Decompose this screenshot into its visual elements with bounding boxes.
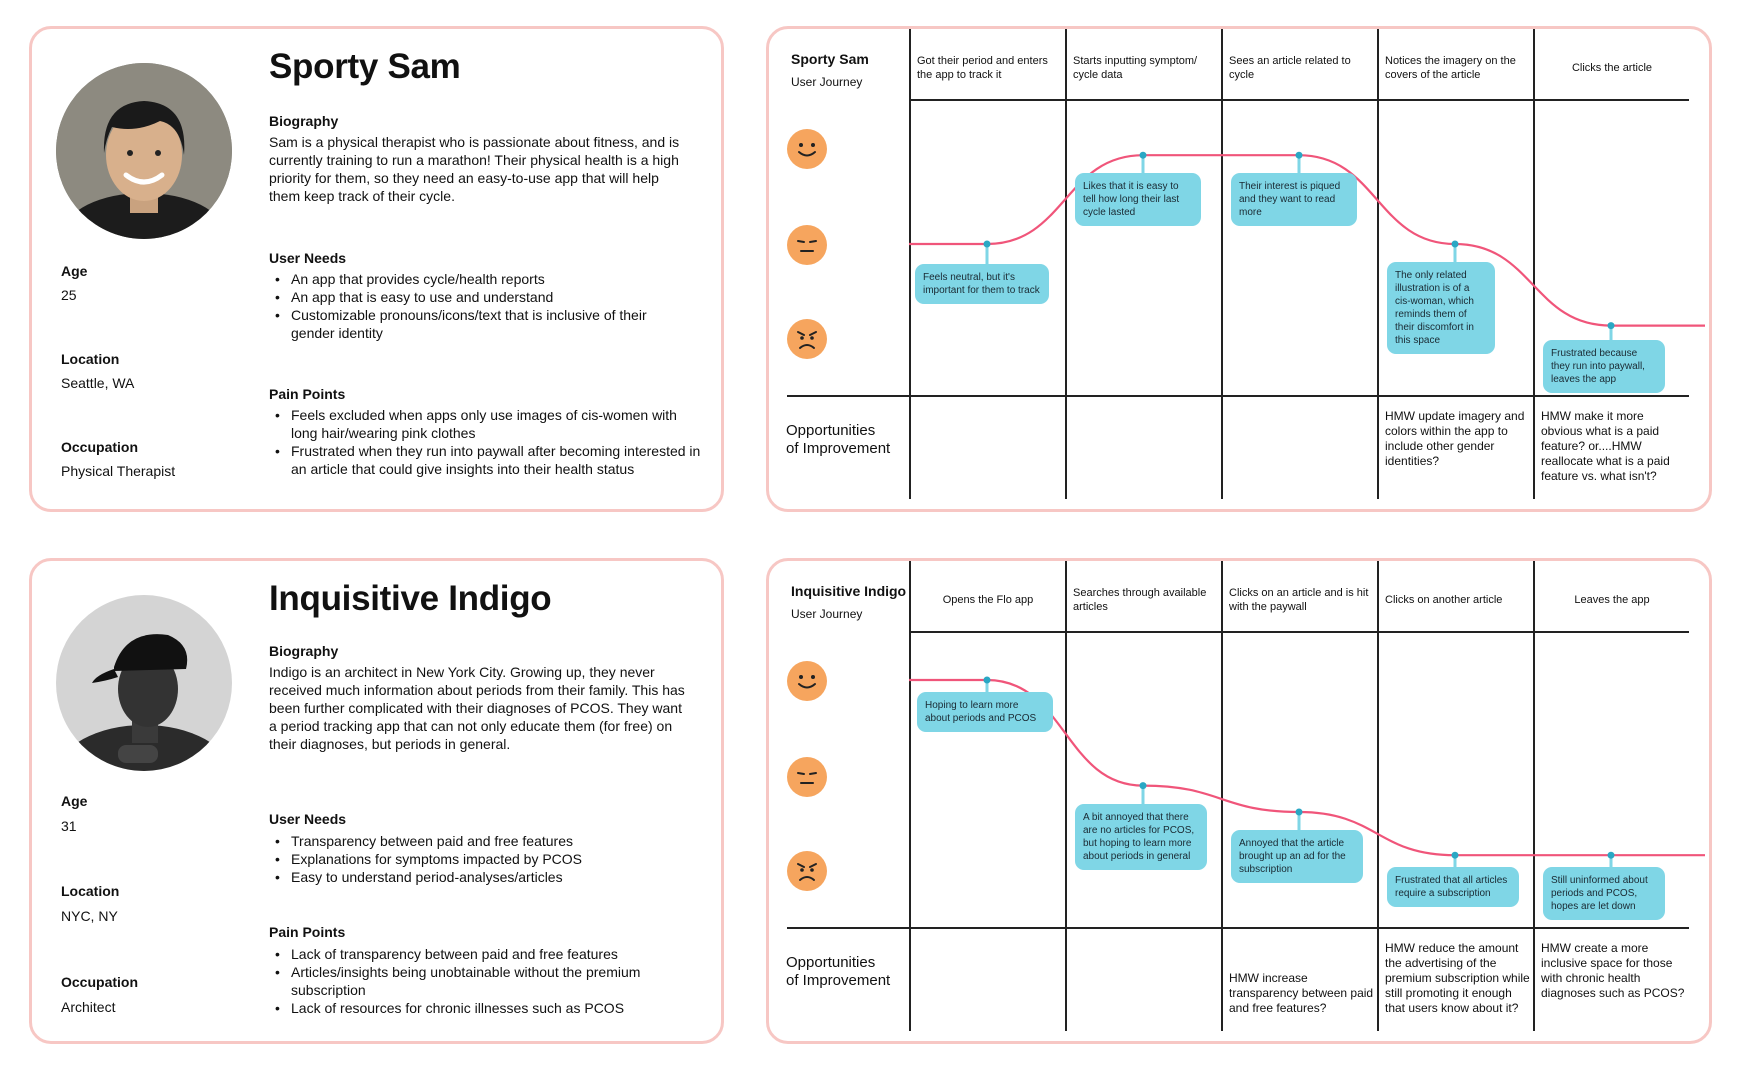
chart-divider	[787, 927, 1689, 929]
journey-title: Inquisitive Indigo	[791, 583, 907, 599]
journey-subtitle: User Journey	[791, 75, 863, 89]
list-item: • An app that is easy to use and understand	[269, 288, 699, 306]
emotion-point	[1452, 852, 1459, 859]
journey-bubble: Feels neutral, but it's important for them to track	[915, 264, 1049, 304]
biography-line: their diagnoses, but periods in general.	[269, 736, 511, 752]
age-value: 25	[61, 287, 77, 303]
pain-points-heading: Pain Points	[269, 924, 346, 940]
location-label: Location	[61, 883, 120, 899]
stage-label: Got their period and enters the app to track it	[917, 55, 1048, 81]
location-value: Seattle, WA	[61, 375, 135, 391]
biography-text	[269, 663, 709, 753]
journey-bubble: Their interest is piqued and they want to read more	[1231, 173, 1357, 226]
journey-bubble: The only related illustration is of a cis-woman, which reminds them of their discomfort in this space	[1387, 262, 1495, 354]
biography-heading: Biography	[269, 113, 339, 129]
emotion-point	[1296, 809, 1303, 816]
face-angry-icon	[787, 851, 827, 891]
journey-subtitle: User Journey	[791, 607, 863, 621]
list-item: • An app that provides cycle/health reports	[269, 270, 699, 288]
stage-label: Starts inputting symptom/ cycle data	[1073, 55, 1198, 81]
location-value: NYC, NY	[61, 908, 118, 924]
emotion-point	[1140, 152, 1147, 159]
header-divider	[909, 631, 1689, 633]
biography-line: currently training to run a marathon! Their physical health is a high	[269, 152, 679, 168]
face-happy-icon	[787, 661, 827, 701]
occupation-label: Occupation	[61, 974, 139, 990]
stage-label: Searches through available articles	[1073, 587, 1207, 613]
age-value: 31	[61, 818, 77, 834]
opportunities-label: of Improvement	[786, 440, 891, 457]
location-label: Location	[61, 351, 120, 367]
pain-points-list	[269, 945, 689, 1017]
biography-line: a period tracking app that can not only educate them (for free) on	[269, 718, 673, 734]
face-neutral-icon	[787, 757, 827, 797]
persona-name: Sporty Sam	[269, 47, 461, 86]
stage-label: Leaves the app	[1574, 594, 1650, 606]
emotion-point	[1608, 322, 1615, 329]
user-needs-list	[269, 270, 699, 342]
biography-line: received much information about periods from their family. This has	[269, 682, 685, 698]
persona-card-indigo	[29, 558, 724, 1044]
face-angry-icon	[787, 319, 827, 359]
user-needs-list	[269, 832, 699, 886]
avatar	[56, 595, 232, 771]
journey-card-indigo	[766, 558, 1712, 1044]
stage-label: Sees an article related to cycle	[1229, 55, 1351, 81]
biography-line: them keep track of their cycle.	[269, 188, 455, 204]
stage-label: Notices the imagery on the covers of the article	[1385, 55, 1516, 81]
age-label: Age	[61, 793, 88, 809]
biography-line: been further complicated with their diagnoses of PCOS. They want	[269, 700, 682, 716]
header-divider	[909, 99, 1689, 101]
stage-label: Opens the Flo app	[942, 594, 1034, 606]
chart-divider	[787, 395, 1689, 397]
emotion-point	[1140, 782, 1147, 789]
opportunity-text: HMW create a more inclusive space for those with chronic health diagnoses such as PCOS?	[1541, 941, 1685, 1000]
emotion-point	[1608, 852, 1615, 859]
stage-label: Clicks on an article and is hit with the paywall	[1229, 587, 1369, 613]
opportunity-text: HMW increase transparency between paid and free features?	[1229, 971, 1374, 1015]
avatar	[56, 63, 232, 239]
biography-line: Indigo is an architect in New York City. Growing up, they never	[269, 664, 655, 680]
biography-line: priority for them, so they need an easy-to-use app that will help	[269, 170, 659, 186]
face-happy-icon	[787, 129, 827, 169]
opportunity-text: HMW make it more obvious what is a paid feature? or....HMW reallocate what is a paid feature vs. what isn't?	[1541, 409, 1670, 483]
stage-label: Clicks on another article	[1385, 594, 1503, 606]
list-item: • Articles/insights being unobtainable without the premium subscription	[269, 963, 674, 999]
journey-bubble: A bit annoyed that there are no articles for PCOS, but hoping to learn more about periods in general	[1075, 804, 1207, 870]
pain-points-list	[269, 406, 714, 478]
list-item: • Frustrated when they run into paywall after becoming interested in an article that could give insights into their health status	[269, 442, 709, 478]
user-needs-heading: User Needs	[269, 250, 347, 266]
biography-line: Sam is a physical therapist who is passionate about fitness, and is	[269, 134, 680, 150]
emotion-point	[984, 677, 991, 684]
occupation-value: Architect	[61, 999, 116, 1015]
user-needs-heading: User Needs	[269, 811, 347, 827]
emotion-point	[984, 241, 991, 248]
journey-bubble: Frustrated that all articles require a subscription	[1387, 867, 1519, 907]
list-item: • Explanations for symptoms impacted by PCOS	[269, 850, 699, 868]
opportunity-text: HMW reduce the amount the advertising of the premium subscription while still promoting it enough that users know about it?	[1385, 941, 1530, 1015]
journey-title: Sporty Sam	[791, 51, 869, 67]
pain-points-heading: Pain Points	[269, 386, 346, 402]
opportunities-label: Opportunities	[786, 954, 876, 971]
journey-bubble: Annoyed that the article brought up an ad for the subscription	[1231, 830, 1363, 883]
list-item: • Lack of resources for chronic illnesses such as PCOS	[269, 999, 689, 1017]
list-item: • Transparency between paid and free features	[269, 832, 699, 850]
face-neutral-icon	[787, 225, 827, 265]
journey-bubble: Hoping to learn more about periods and PCOS	[917, 692, 1053, 732]
age-label: Age	[61, 263, 88, 279]
list-item: • Lack of transparency between paid and free features	[269, 945, 689, 963]
list-item: • Feels excluded when apps only use images of cis-women with long hair/wearing pink clothes	[269, 406, 689, 442]
emotion-point	[1452, 241, 1459, 248]
biography-heading: Biography	[269, 643, 339, 659]
occupation-value: Physical Therapist	[61, 463, 176, 479]
avatar-photo	[56, 595, 232, 771]
emotion-point	[1296, 152, 1303, 159]
list-item: • Easy to understand period-analyses/articles	[269, 868, 699, 886]
stage-label: Clicks the article	[1571, 62, 1653, 74]
opportunities-label: Opportunities	[786, 422, 876, 439]
opportunities-label: of Improvement	[786, 972, 891, 989]
journey-bubble: Likes that it is easy to tell how long their last cycle lasted	[1075, 173, 1201, 226]
avatar-photo	[56, 63, 232, 239]
journey-bubble: Frustrated because they run into paywall, leaves the app	[1543, 340, 1665, 393]
persona-card-sam	[29, 26, 724, 512]
list-item: • Customizable pronouns/icons/text that is inclusive of their gender identity	[269, 306, 679, 342]
journey-card-sam	[766, 26, 1712, 512]
occupation-label: Occupation	[61, 439, 139, 455]
biography-text	[269, 133, 709, 205]
opportunity-text: HMW update imagery and colors within the app to include other gender identities?	[1385, 409, 1525, 468]
journey-bubble: Still uninformed about periods and PCOS, hopes are let down	[1543, 867, 1665, 920]
persona-name: Inquisitive Indigo	[269, 579, 552, 618]
